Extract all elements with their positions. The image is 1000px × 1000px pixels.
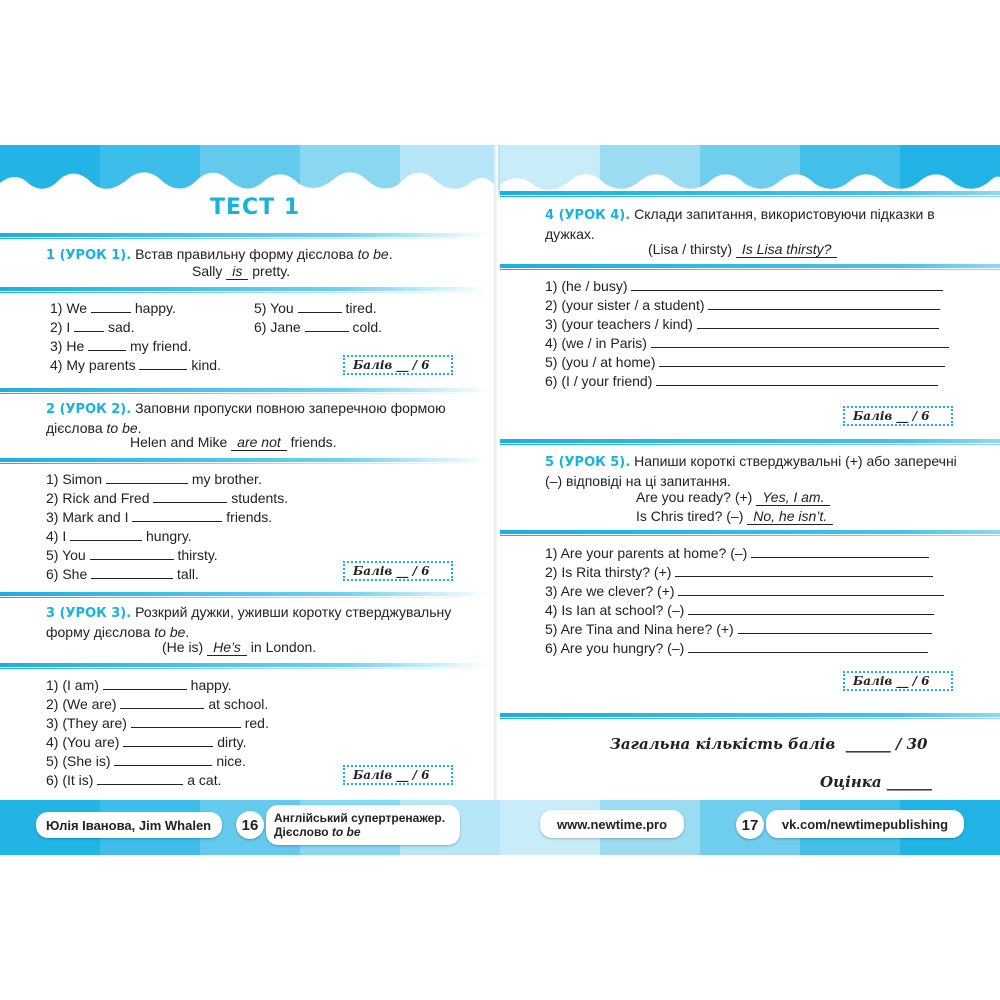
exercise-2-item: 5) You thirsty.	[46, 547, 218, 563]
footer-site-link[interactable]: www.newtime.pro	[540, 810, 684, 838]
answer-blank[interactable]	[298, 301, 342, 313]
answer-line[interactable]	[656, 374, 938, 386]
answer-line[interactable]	[675, 565, 933, 577]
exercise-2-item: 1) Simon my brother.	[46, 471, 262, 487]
exercise-2-item: 2) Rick and Fred students.	[46, 490, 289, 506]
grade-line	[820, 773, 932, 791]
answer-blank[interactable]	[90, 548, 174, 560]
answer-blank[interactable]	[91, 301, 131, 313]
exercise-1-item: 4) My parents kind.	[50, 357, 221, 373]
score-box: Балів __ / 6	[343, 355, 453, 375]
score-box: Балів __ / 6	[843, 406, 953, 426]
answer-blank[interactable]	[106, 472, 188, 484]
answer-line[interactable]	[738, 622, 932, 634]
grade-label: Оцінка	[820, 773, 882, 791]
answer-blank[interactable]	[305, 320, 349, 332]
exercise-5-item: 1) Are your parents at home? (–)	[545, 545, 929, 561]
exercise-2-instruction: 2 (УРОК 2). Заповни пропуски повною заперечною формою дієслова to be.	[46, 400, 446, 436]
answer-line[interactable]	[631, 279, 943, 291]
answer-line[interactable]	[651, 336, 949, 348]
total-score-label: Загальна кількість балів	[610, 735, 836, 753]
grade-value: ______	[886, 773, 932, 791]
exercise-3-number: 3 (УРОК 3).	[46, 606, 132, 621]
answer-blank[interactable]	[88, 339, 126, 351]
exercise-4-item: 3) (your teachers / kind)	[545, 316, 939, 332]
score-box: Балів __ / 6	[343, 765, 453, 785]
exercise-3-instruction: 3 (УРОК 3). Розкрий дужки, уживши коротку стверджувальну форму дієслова to be.	[46, 604, 452, 640]
exercise-4-item: 2) (your sister / a student)	[545, 297, 940, 313]
exercise-5-item: 3) Are we clever? (+)	[545, 583, 944, 599]
section-rule	[500, 713, 1000, 717]
exercise-5-number: 5 (УРОК 5).	[545, 455, 631, 470]
section-rule	[0, 663, 490, 667]
exercise-1-item: 6) Jane cold.	[254, 319, 383, 335]
exercise-3-item: 2) (We are) at school.	[46, 696, 269, 712]
section-rule	[0, 388, 490, 392]
answer-line[interactable]	[678, 584, 944, 596]
exercise-3-item: 3) (They are) red.	[46, 715, 269, 731]
exercise-4-item: 1) (he / busy)	[545, 278, 943, 294]
footer-social-link[interactable]: vk.com/newtimepublishing	[766, 810, 964, 838]
exercise-3-example: (He is) He’s in London.	[162, 639, 317, 655]
answer-blank[interactable]	[139, 358, 187, 370]
footer-authors: Юлія Іванова, Jim Whalen	[36, 812, 222, 838]
section-rule	[500, 191, 1000, 195]
exercise-2-number: 2 (УРОК 2).	[46, 402, 132, 417]
header-wave-band	[0, 145, 1000, 195]
section-rule	[0, 287, 490, 291]
page-number-right: 17	[736, 811, 764, 839]
page-number-left: 16	[236, 811, 264, 839]
exercise-4-item: 5) (you / at home)	[545, 354, 945, 370]
exercise-1-item: 1) We happy.	[50, 300, 176, 316]
exercise-2-example: Helen and Mike are not friends.	[130, 434, 337, 450]
answer-blank[interactable]	[132, 510, 222, 522]
exercise-1-number: 1 (УРОК 1).	[46, 248, 132, 263]
exercise-3-item: 1) (I am) happy.	[46, 677, 232, 693]
exercise-3-item: 4) (You are) dirty.	[46, 734, 247, 750]
exercise-5-item: 5) Are Tina and Nina here? (+)	[545, 621, 932, 637]
answer-line[interactable]	[688, 641, 928, 653]
answer-blank[interactable]	[103, 678, 187, 690]
left-page	[0, 195, 490, 800]
answer-line[interactable]	[751, 546, 929, 558]
exercise-3-item: 6) (It is) a cat.	[46, 772, 222, 788]
answer-blank[interactable]	[74, 320, 104, 332]
section-rule	[500, 264, 1000, 268]
section-rule	[0, 233, 490, 237]
wave-edge	[0, 145, 1000, 195]
exercise-2-item: 3) Mark and I friends.	[46, 509, 273, 525]
total-score-value: ______ / 30	[845, 735, 928, 753]
exercise-5-example: Are you ready? (+) Yes, I am.	[636, 489, 830, 506]
score-box: Балів __ / 6	[343, 561, 453, 581]
section-rule	[0, 592, 490, 596]
exercise-2-item: 6) She tall.	[46, 566, 199, 582]
exercise-1-item: 5) You tired.	[254, 300, 377, 316]
exercise-4-item: 6) (I / your friend)	[545, 373, 938, 389]
book-spine	[494, 145, 498, 855]
book-title-line-2: Дієслово to be	[274, 825, 361, 839]
exercise-1-item: 3) He my friend.	[50, 338, 192, 354]
right-page	[500, 195, 1000, 800]
exercise-1-example: Sally is pretty.	[192, 263, 291, 279]
answer-blank[interactable]	[91, 567, 173, 579]
exercise-5-item: 4) Is Ian at school? (–)	[545, 602, 934, 618]
exercise-4-number: 4 (УРОК 4).	[545, 208, 631, 223]
total-score-line	[610, 735, 927, 753]
answer-blank[interactable]	[153, 491, 227, 503]
book-title-line-1: Англійський супертренажер.	[274, 811, 446, 825]
footer-book-title	[266, 805, 460, 845]
exercise-5-example: Is Chris tired? (–) No, he isn’t.	[636, 508, 833, 525]
exercise-4-example: (Lisa / thirsty) Is Lisa thirsty?	[648, 241, 837, 258]
exercise-4-instruction: 4 (УРОК 4). Склади запитання, використовуючи підказки в дужках.	[545, 206, 935, 242]
answer-blank[interactable]	[131, 716, 241, 728]
answer-line[interactable]	[708, 298, 940, 310]
exercise-4-item: 4) (we / in Paris)	[545, 335, 949, 351]
answer-blank[interactable]	[123, 735, 213, 747]
exercise-1-item: 2) I sad.	[50, 319, 135, 335]
answer-blank[interactable]	[97, 773, 183, 785]
answer-blank[interactable]	[120, 697, 204, 709]
exercise-5-item: 6) Are you hungry? (–)	[545, 640, 928, 656]
section-rule	[0, 458, 490, 462]
exercise-1-instruction: 1 (УРОК 1). Встав правильну форму дієслова to be.	[46, 246, 393, 263]
test-title: ТЕСТ 1	[210, 195, 301, 220]
exercise-5-item: 2) Is Rita thirsty? (+)	[545, 564, 933, 580]
score-box: Балів __ / 6	[843, 671, 953, 691]
answer-line[interactable]	[697, 317, 939, 329]
exercise-2-item: 4) I hungry.	[46, 528, 192, 544]
answer-blank[interactable]	[70, 529, 142, 541]
answer-line[interactable]	[659, 355, 945, 367]
section-rule	[500, 439, 1000, 443]
exercise-5-instruction: 5 (УРОК 5). Напиши короткі стверджувальні (+) або заперечні (–) відповіді на ці запитання.	[545, 453, 957, 489]
answer-line[interactable]	[688, 603, 934, 615]
answer-blank[interactable]	[114, 754, 212, 766]
section-rule	[500, 530, 1000, 534]
exercise-3-item: 5) (She is) nice.	[46, 753, 246, 769]
